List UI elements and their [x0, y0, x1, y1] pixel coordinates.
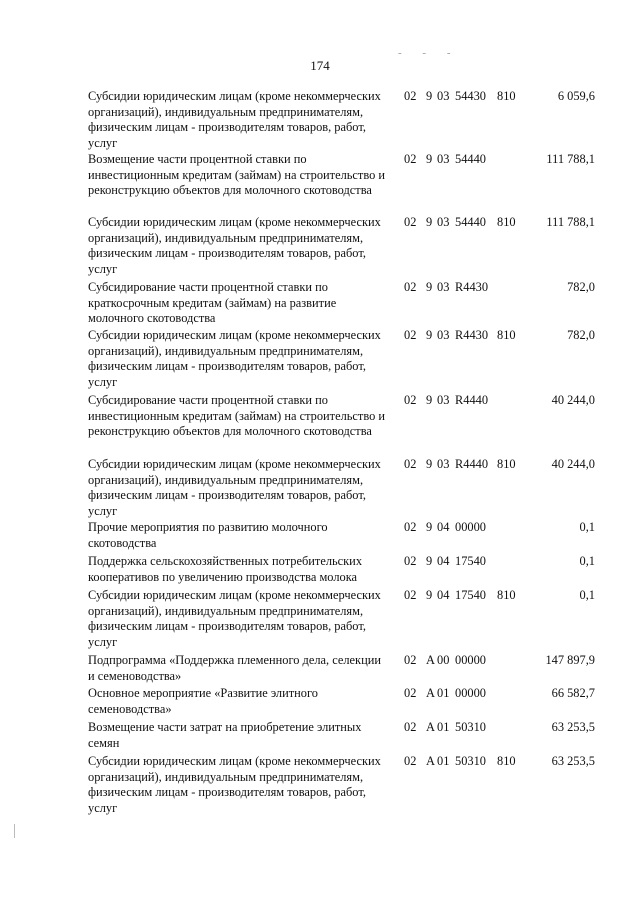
- code-direction: 00000: [455, 520, 486, 534]
- row-amount: 111 788,1: [546, 152, 595, 166]
- row-amount: 782,0: [567, 280, 595, 294]
- code-direction: 54440: [455, 215, 486, 229]
- code-direction: 17540: [455, 554, 486, 568]
- code-subprogram: 9: [426, 328, 433, 342]
- row-amount: 147 897,9: [545, 653, 595, 667]
- code-activity: 04: [437, 588, 450, 602]
- code-direction: 54430: [455, 89, 486, 103]
- code-subprogram: 9: [426, 520, 433, 534]
- code-program: 02: [404, 152, 417, 166]
- row-name: Основное мероприятие «Развитие элитного семеноводства»: [88, 686, 318, 716]
- code-program: 02: [404, 754, 417, 768]
- code-activity: 03: [437, 152, 450, 166]
- code-subprogram: 9: [426, 554, 433, 568]
- row-name: Поддержка сельскохозяйственных потребительских кооперативов по увеличению производства молока: [88, 554, 363, 584]
- code-subprogram: 9: [426, 89, 433, 103]
- row-name: Субсидии юридическим лицам (кроме некоммерческих организаций), индивидуальным предпринимателям, физическим лицам - производителям товаров, работ, услуг: [88, 215, 381, 276]
- row-name: Прочие мероприятия по развитию молочного скотоводства: [88, 520, 328, 550]
- code-program: 02: [404, 457, 417, 471]
- row-name: Субсидирование части процентной ставки по краткосрочным кредитам (займам) на развитие молочного скотоводства: [88, 280, 337, 326]
- row-name: Субсидии юридическим лицам (кроме некоммерческих организаций), индивидуальным предпринимателям, физическим лицам - производителям товаров, работ, услуг: [88, 89, 381, 150]
- code-subprogram: 9: [426, 280, 433, 294]
- code-subprogram: 9: [426, 588, 433, 602]
- code-expense-type: 810: [497, 754, 516, 768]
- code-subprogram: 9: [426, 457, 433, 471]
- code-subprogram: 9: [426, 393, 433, 407]
- code-activity: 03: [437, 457, 450, 471]
- code-subprogram: А: [426, 720, 435, 734]
- row-name: Подпрограмма «Поддержка племенного дела, селекции и семеноводства»: [88, 653, 381, 683]
- code-activity: 01: [437, 754, 450, 768]
- header-dots: - - -: [398, 47, 460, 59]
- scan-margin-mark: [14, 824, 15, 838]
- code-direction: 54440: [455, 152, 486, 166]
- page-number: 174: [310, 58, 330, 73]
- code-direction: R4440: [455, 457, 489, 471]
- code-direction: 50310: [455, 720, 486, 734]
- code-direction: R4430: [455, 280, 489, 294]
- code-direction: 00000: [455, 686, 486, 700]
- code-program: 02: [404, 215, 417, 229]
- row-name: Субсидии юридическим лицам (кроме некоммерческих организаций), индивидуальным предпринимателям, физическим лицам - производителям товаров, работ, услуг: [88, 328, 381, 389]
- code-activity: 03: [437, 328, 450, 342]
- code-activity: 04: [437, 554, 450, 568]
- code-program: 02: [404, 653, 417, 667]
- code-expense-type: 810: [497, 89, 516, 103]
- row-name: Возмещение части затрат на приобретение элитных семян: [88, 720, 362, 750]
- row-amount: 63 253,5: [551, 754, 595, 768]
- code-activity: 00: [437, 653, 450, 667]
- code-activity: 03: [437, 215, 450, 229]
- row-amount: 0,1: [579, 588, 595, 602]
- code-activity: 03: [437, 280, 450, 294]
- code-expense-type: 810: [497, 457, 516, 471]
- code-subprogram: А: [426, 686, 435, 700]
- code-subprogram: 9: [426, 215, 433, 229]
- code-program: 02: [404, 328, 417, 342]
- row-name: Субсидии юридическим лицам (кроме некоммерческих организаций), индивидуальным предпринимателям, физическим лицам - производителям товаров, работ, услуг: [88, 457, 381, 518]
- code-activity: 04: [437, 520, 450, 534]
- row-amount: 6 059,6: [557, 89, 595, 103]
- code-activity: 03: [437, 393, 450, 407]
- code-direction: R4430: [455, 328, 489, 342]
- row-name: Субсидии юридическим лицам (кроме некоммерческих организаций), индивидуальным предпринимателям, физическим лицам - производителям товаров, работ, услуг: [88, 588, 381, 649]
- code-program: 02: [404, 89, 417, 103]
- code-program: 02: [404, 280, 417, 294]
- row-amount: 111 788,1: [546, 215, 595, 229]
- code-direction: 17540: [455, 588, 486, 602]
- code-program: 02: [404, 393, 417, 407]
- code-direction: 00000: [455, 653, 486, 667]
- code-program: 02: [404, 686, 417, 700]
- code-direction: R4440: [455, 393, 489, 407]
- code-activity: 03: [437, 89, 450, 103]
- code-subprogram: А: [426, 653, 435, 667]
- code-expense-type: 810: [497, 215, 516, 229]
- code-activity: 01: [437, 720, 450, 734]
- row-name: Субсидии юридическим лицам (кроме некоммерческих организаций), индивидуальным предпринимателям, физическим лицам - производителям товаров, работ, услуг: [88, 754, 381, 815]
- code-direction: 50310: [455, 754, 486, 768]
- code-expense-type: 810: [497, 328, 516, 342]
- row-amount: 66 582,7: [551, 686, 595, 700]
- code-program: 02: [404, 720, 417, 734]
- row-amount: 0,1: [579, 554, 595, 568]
- row-name: Возмещение части процентной ставки по инвестиционным кредитам (займам) на строительство и реконструкцию объектов для молочного скотоводства: [88, 152, 386, 198]
- row-amount: 40 244,0: [551, 393, 595, 407]
- code-activity: 01: [437, 686, 450, 700]
- row-amount: 40 244,0: [551, 457, 595, 471]
- code-program: 02: [404, 554, 417, 568]
- row-name: Субсидирование части процентной ставки по инвестиционным кредитам (займам) на строительство и реконструкцию объектов для молочного скотоводства: [88, 393, 386, 439]
- code-subprogram: 9: [426, 152, 433, 166]
- code-program: 02: [404, 520, 417, 534]
- code-expense-type: 810: [497, 588, 516, 602]
- row-amount: 782,0: [567, 328, 595, 342]
- row-amount: 63 253,5: [551, 720, 595, 734]
- row-amount: 0,1: [579, 520, 595, 534]
- code-program: 02: [404, 588, 417, 602]
- code-subprogram: А: [426, 754, 435, 768]
